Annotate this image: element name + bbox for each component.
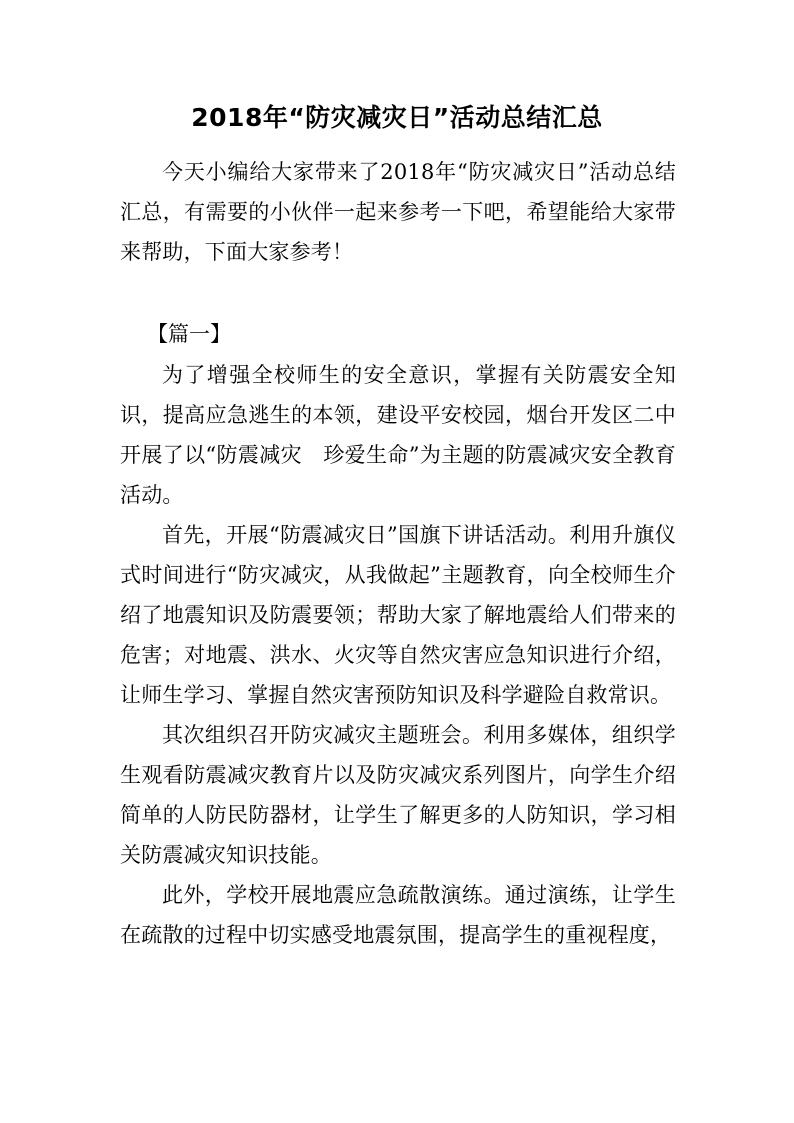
section-heading: 【篇一】 [147, 322, 231, 346]
section-body [120, 355, 676, 955]
body-paragraph: 其次组织召开防灾减灾主题班会。利用多媒体，组织学生观看防震减灾教育片以及防灾减灾系列图片，向学生介绍简单的人防民防器材，让学生了解更多的人防知识，学习相关防震减灾知识技能。 [120, 723, 676, 867]
intro-paragraph [120, 152, 676, 272]
body-paragraph: 此外，学校开展地震应急疏散演练。通过演练，让学生在疏散的过程中切实感受地震氛围，提高学生的重视程度， [120, 883, 676, 947]
body-paragraph: 首先，开展“防震减灾日”国旗下讲话活动。利用升旗仪式时间进行“防灾减灾，从我做起”主题教育，向全校师生介绍了地震知识及防震要领；帮助大家了解地震给人们带来的危害；对地震、洪水、火灾等自然灾害应急知识进行介绍，让师生学习、掌握自然灾害预防知识及科学避险自救常识。 [120, 523, 676, 707]
document-title: 2018年“防灾减灾日”活动总结汇总 [191, 103, 603, 132]
body-paragraph: 为了增强全校师生的安全意识，掌握有关防震安全知识，提高应急逃生的本领，建设平安校园，烟台开发区二中开展了以“防震减灾 珍爱生命”为主题的防震减灾安全教育活动。 [120, 363, 676, 507]
intro-text: 今天小编给大家带来了2018年“防灾减灾日”活动总结汇总，有需要的小伙伴一起来参考一下吧，希望能给大家带来帮助，下面大家参考！ [120, 160, 676, 264]
